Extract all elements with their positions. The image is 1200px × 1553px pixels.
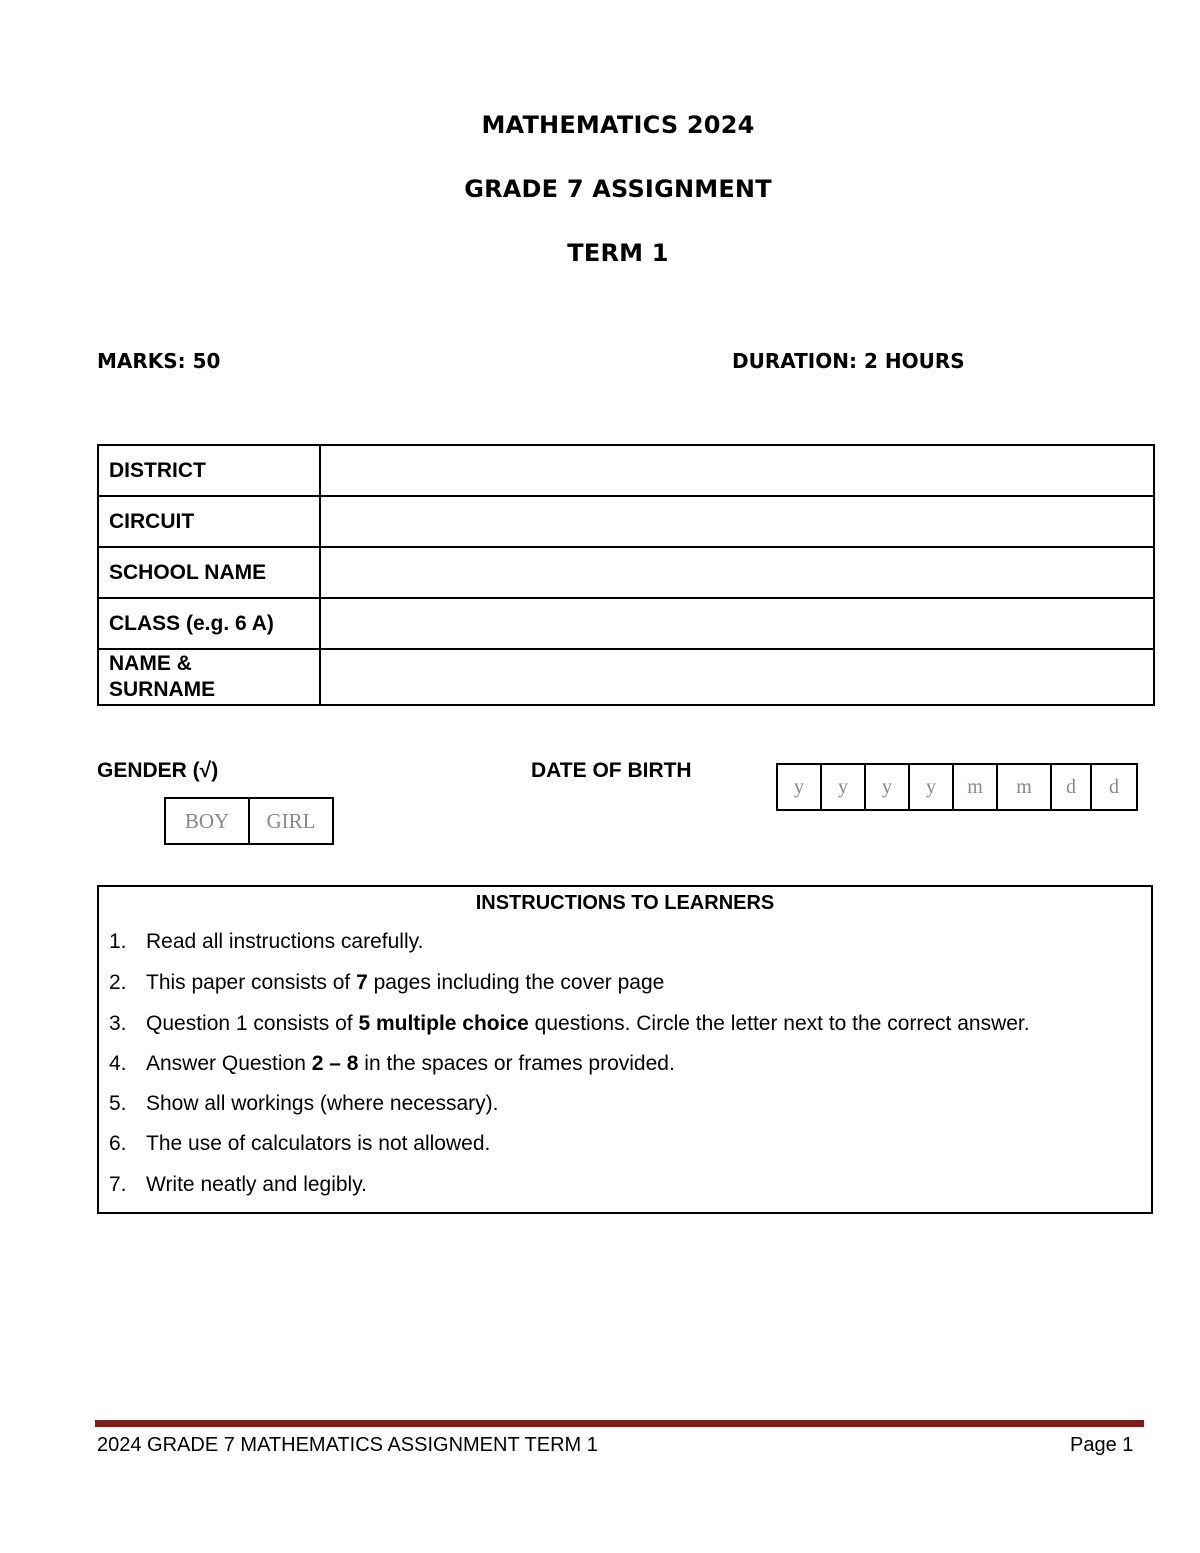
instruction-text: Write neatly and legibly. [146,1173,368,1196]
class-label: CLASS (e.g. 6 A) [98,598,320,649]
instruction-number: 4. [109,1052,127,1075]
assignment-title: GRADE 7 ASSIGNMENT [464,175,772,203]
school-name-field[interactable] [320,547,1154,598]
dob-year-digit-4[interactable]: y [910,765,954,809]
instruction-item [109,930,423,954]
date-of-birth-boxes [776,763,1138,811]
footer-divider [95,1420,1144,1427]
instruction-text: Read all instructions carefully. [146,930,424,953]
document-title: MATHEMATICS 2024 [481,111,755,139]
instruction-number: 5. [109,1092,127,1115]
instructions-title: INSTRUCTIONS TO LEARNERS [475,892,775,914]
dob-month-digit-2[interactable]: m [998,765,1052,809]
instruction-text: Answer Question [146,1052,312,1075]
instruction-item [109,1012,1030,1036]
circuit-label: CIRCUIT [98,496,320,547]
instruction-text: Question 1 consists of [146,1012,359,1035]
date-of-birth-label: DATE OF BIRTH [531,759,692,782]
instruction-text-bold: 5 multiple choice [358,1012,529,1035]
instruction-text: The use of calculators is not allowed. [146,1132,491,1155]
footer-document-title: 2024 GRADE 7 MATHEMATICS ASSIGNMENT TERM 1 [97,1434,598,1456]
instruction-item [109,971,664,995]
info-row-district [98,445,1154,496]
instruction-number: 7. [109,1173,127,1196]
instruction-text: questions. Circle the letter next to the correct answer. [528,1012,1030,1035]
name-label-line1: NAME & [109,652,192,675]
class-field[interactable] [320,598,1154,649]
instruction-number: 2. [109,971,127,994]
school-name-label: SCHOOL NAME [98,547,320,598]
gender-option-boy[interactable]: BOY [166,799,250,843]
dob-day-digit-1[interactable]: d [1052,765,1092,809]
district-field[interactable] [320,445,1154,496]
circuit-field[interactable] [320,496,1154,547]
name-surname-field[interactable] [320,649,1154,705]
name-label-line2: SURNAME [109,678,216,701]
info-row-circuit [98,496,1154,547]
info-row-class [98,598,1154,649]
dob-year-digit-3[interactable]: y [866,765,910,809]
instruction-item [109,1052,675,1076]
instruction-number: 6. [109,1132,127,1155]
instruction-text-bold: 7 [356,971,368,994]
instruction-text-bold: 2 – 8 [311,1052,359,1075]
info-row-school-name [98,547,1154,598]
dob-year-digit-2[interactable]: y [822,765,866,809]
instruction-text: Show all workings (where necessary). [146,1092,499,1115]
term-title: TERM 1 [567,239,669,267]
learner-info-table [97,444,1155,706]
instructions-box [97,885,1153,1214]
instruction-text: pages including the cover page [367,971,665,994]
instruction-text: This paper consists of [146,971,357,994]
instruction-number: 1. [109,930,127,953]
instruction-number: 3. [109,1012,127,1035]
dob-month-digit-1[interactable]: m [954,765,998,809]
gender-label: GENDER (√) [97,759,219,782]
instruction-item [109,1173,367,1197]
gender-option-girl[interactable]: GIRL [266,808,316,833]
district-label: DISTRICT [98,445,320,496]
instruction-item [109,1092,498,1116]
duration-label: DURATION: 2 HOURS [732,349,965,373]
instruction-item [109,1132,490,1156]
dob-year-digit-1[interactable]: y [778,765,822,809]
dob-day-digit-2[interactable]: d [1109,775,1119,798]
info-row-name-surname [98,649,1154,705]
name-surname-label [98,649,320,705]
page-number: Page 1 [1070,1434,1134,1456]
instruction-text: in the spaces or frames provided. [358,1052,675,1075]
marks-label: MARKS: 50 [97,349,221,373]
gender-options [164,797,334,845]
